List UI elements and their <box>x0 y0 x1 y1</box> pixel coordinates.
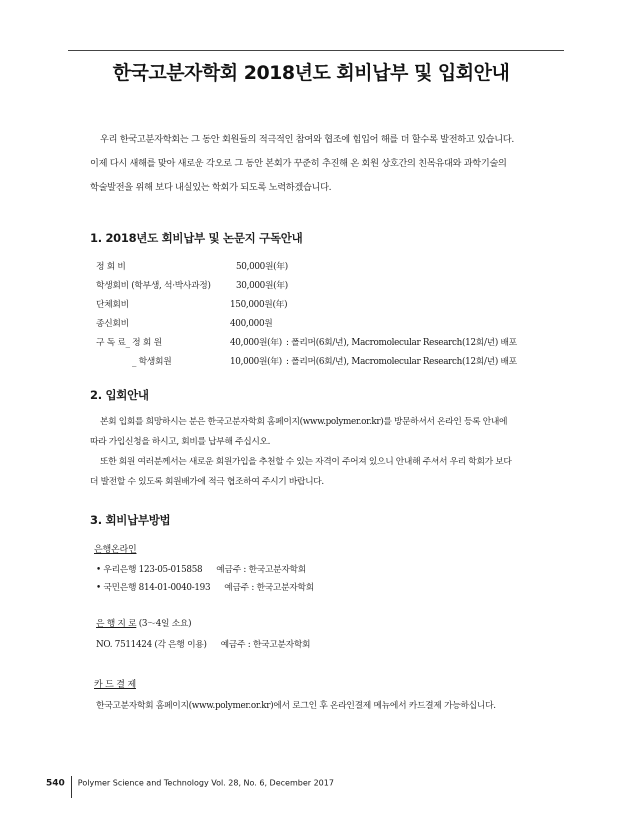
fee-amount: 10,000원(年) <box>230 357 282 367</box>
card-payment-heading: 카 드 결 제 <box>94 680 136 690</box>
fee-label: 단체회비 <box>96 300 129 310</box>
account-holder: 예금주 : 한국고분자학회 <box>224 583 314 593</box>
fee-table <box>96 258 556 372</box>
fee-amount: 30,000원(年) <box>236 281 288 291</box>
fee-amount: 400,000원 <box>230 319 273 329</box>
online-banking-heading: 은행온라인 <box>94 545 137 555</box>
section3-heading: 3. 회비납부방법 <box>90 513 171 527</box>
fee-note: : 폴리머(6회/년), Macromolecular Research(12회/년) 배포 <box>286 357 517 367</box>
section2-body <box>90 412 540 492</box>
section1-heading: 1. 2018년도 회비납부 및 논문지 구독안내 <box>90 231 303 245</box>
section2-heading: 2. 입회안내 <box>90 388 149 402</box>
intro-line: 우리 한국고분자학회는 그 동안 회원들의 적극적인 참여와 협조에 힘입어 해를 더 할수록 발전하고 있습니다. <box>100 134 514 145</box>
footer-divider <box>71 776 72 798</box>
fee-amount: 50,000원(年) <box>236 262 288 272</box>
fee-label: 정 회 비 <box>96 262 126 272</box>
body-line: 본회 입회를 희망하시는 분은 한국고분자학회 홈페이지(www.polymer.or.kr)를 방문하셔서 온라인 등록 안내에 <box>100 417 508 427</box>
fee-amount: 40,000원(年) <box>230 338 282 348</box>
bank-account: • 우리은행 123-05-015858 <box>96 565 203 575</box>
fee-label: _ 학생회원 <box>132 357 172 367</box>
giro-line <box>96 637 310 650</box>
fee-row <box>96 258 556 277</box>
fee-row <box>96 296 556 315</box>
journal-info: Polymer Science and Technology Vol. 28, No. 6, December 2017 <box>77 778 334 788</box>
giro-note: (3～4일 소요) <box>138 619 192 629</box>
bank-account-line <box>96 562 306 575</box>
body-line: 또한 회원 여러분께서는 새로운 회원가입을 추천할 수 있는 자격이 주어져 있으니 안내해 주셔서 우리 학회가 보다 <box>100 457 512 467</box>
fee-label: 종신회비 <box>96 319 129 329</box>
intro-line: 이제 다시 새해를 맞아 새로운 각오로 그 동안 본회가 꾸준히 추진해 온 회원 상호간의 친목유대와 과학기술의 <box>90 158 507 169</box>
body-line: 더 발전할 수 있도록 회원배가에 적극 협조하여 주시기 바랍니다. <box>90 477 324 487</box>
fee-row <box>96 334 556 353</box>
bank-account: • 국민은행 814-01-0040-193 <box>96 583 211 593</box>
fee-row <box>96 277 556 296</box>
fee-row <box>96 315 556 334</box>
intro-line: 학술발전을 위해 보다 내실있는 학회가 되도록 노력하겠습니다. <box>90 182 332 193</box>
fee-label: 구 독 료_ 정 회 원 <box>96 338 162 348</box>
fee-label: 학생회비 (학부생, 석·박사과정) <box>96 281 211 291</box>
giro-number: NO. 7511424 (각 은행 이용) <box>96 640 207 650</box>
giro-heading: 은 행 지 로 <box>96 619 137 629</box>
account-holder: 예금주 : 한국고분자학회 <box>220 640 311 650</box>
fee-amount: 150,000원(年) <box>230 300 288 310</box>
card-payment-line: 한국고분자학회 홈페이지(www.polymer.or.kr)에서 로그인 후 온라인결제 메뉴에서 카드결제 가능하십니다. <box>96 701 496 711</box>
fee-note: : 폴리머(6회/년), Macromolecular Research(12회/년) 배포 <box>286 338 517 348</box>
bank-account-line <box>96 580 314 593</box>
page-title: 한국고분자학회 2018년도 회비납부 및 입회안내 <box>112 62 510 84</box>
page-number: 540 <box>46 778 65 789</box>
fee-row <box>96 353 556 372</box>
account-holder: 예금주 : 한국고분자학회 <box>216 565 306 575</box>
giro-heading-line <box>96 616 191 629</box>
top-rule <box>68 50 564 51</box>
page-footer <box>46 772 334 794</box>
intro-paragraph <box>90 128 540 200</box>
body-line: 따라 가입신청을 하시고, 회비를 납부해 주십시오. <box>90 437 271 447</box>
